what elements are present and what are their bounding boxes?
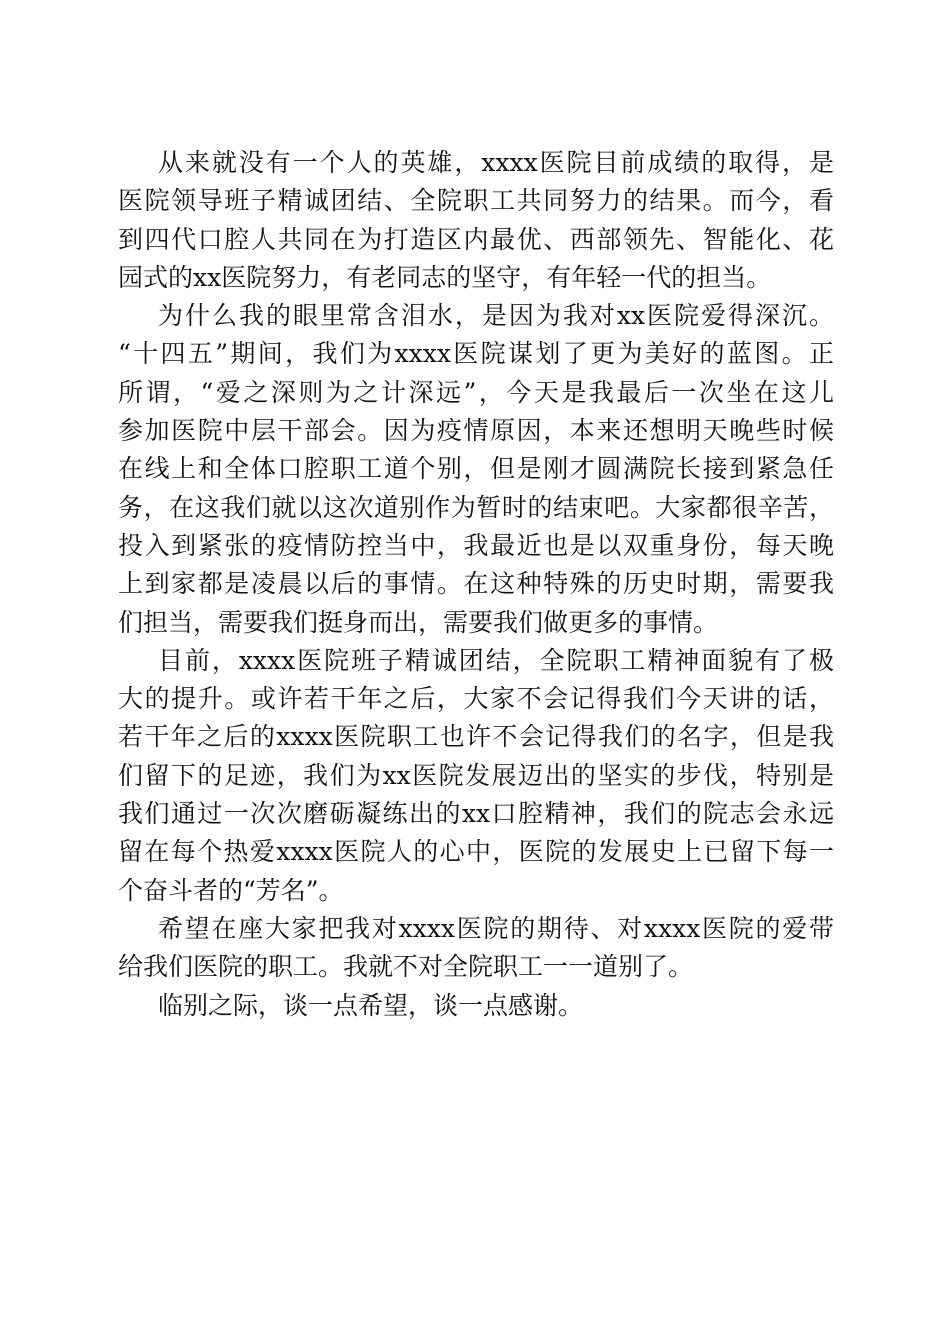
text-line: 个奋斗者的“芳名”。 <box>118 875 344 905</box>
text-line: 希望在座大家把我对xxxx医院的期待、对xxxx医院的爱带 <box>158 913 834 943</box>
text-line: 们留下的足迹，我们为xx医院发展迈出的坚实的步伐，特别是 <box>118 760 834 790</box>
text-line: 务，在这我们就以这次道别作为暂时的结束吧。大家都很辛苦， <box>118 492 834 522</box>
text-line: “十四五”期间，我们为xxxx医院谋划了更为美好的蓝图。正 <box>118 339 834 369</box>
text-line: 目前，xxxx医院班子精诚团结，全院职工精神面貌有了极 <box>158 645 834 675</box>
paragraph-3 <box>118 642 834 910</box>
text-line: 给我们医院的职工。我就不对全院职工一一道别了。 <box>118 952 694 982</box>
text-line: 我们通过一次次磨砺凝练出的xx口腔精神，我们的院志会永远 <box>118 799 834 829</box>
text-line: 所谓，“爱之深则为之计深远”，今天是我最后一次坐在这儿 <box>118 377 834 407</box>
text-line: 们担当，需要我们挺身而出，需要我们做更多的事情。 <box>118 607 719 637</box>
text-line: 从来就没有一个人的英雄，xxxx医院目前成绩的取得，是 <box>158 148 834 177</box>
paragraph-5 <box>118 987 834 1025</box>
text-line: 投入到紧张的疫情防控当中，我最近也是以双重身份，每天晚 <box>118 530 834 560</box>
text-line: 园式的xx医院努力，有老同志的坚守，有年轻一代的担当。 <box>118 262 772 292</box>
paragraph-4 <box>118 910 834 987</box>
text-line: 若干年之后的xxxx医院职工也许不会记得我们的名字，但是我 <box>118 722 834 752</box>
text-line: 医院领导班子精诚团结、全院职工共同努力的结果。而今，看 <box>118 186 834 216</box>
paragraph-1 <box>118 144 834 297</box>
text-line: 为什么我的眼里常含泪水，是因为我对xx医院爱得深沉。 <box>158 301 834 331</box>
text-line: 上到家都是凌晨以后的事情。在这种特殊的历史时期，需要我 <box>118 569 834 599</box>
document-body <box>118 144 834 1025</box>
text-line: 留在每个热爱xxxx医院人的心中，医院的发展史上已留下每一 <box>118 837 834 867</box>
text-line: 到四代口腔人共同在为打造区内最优、西部领先、智能化、花 <box>118 224 834 254</box>
text-line: 大的提升。或许若干年之后，大家不会记得我们今天讲的话， <box>118 684 834 714</box>
paragraph-2 <box>118 297 834 642</box>
text-line: 在线上和全体口腔职工道个别，但是刚才圆满院长接到紧急任 <box>118 454 834 484</box>
text-line: 参加医院中层干部会。因为疫情原因，本来还想明天晚些时候 <box>118 416 834 446</box>
text-line: 临别之际，谈一点希望，谈一点感谢。 <box>158 990 584 1020</box>
